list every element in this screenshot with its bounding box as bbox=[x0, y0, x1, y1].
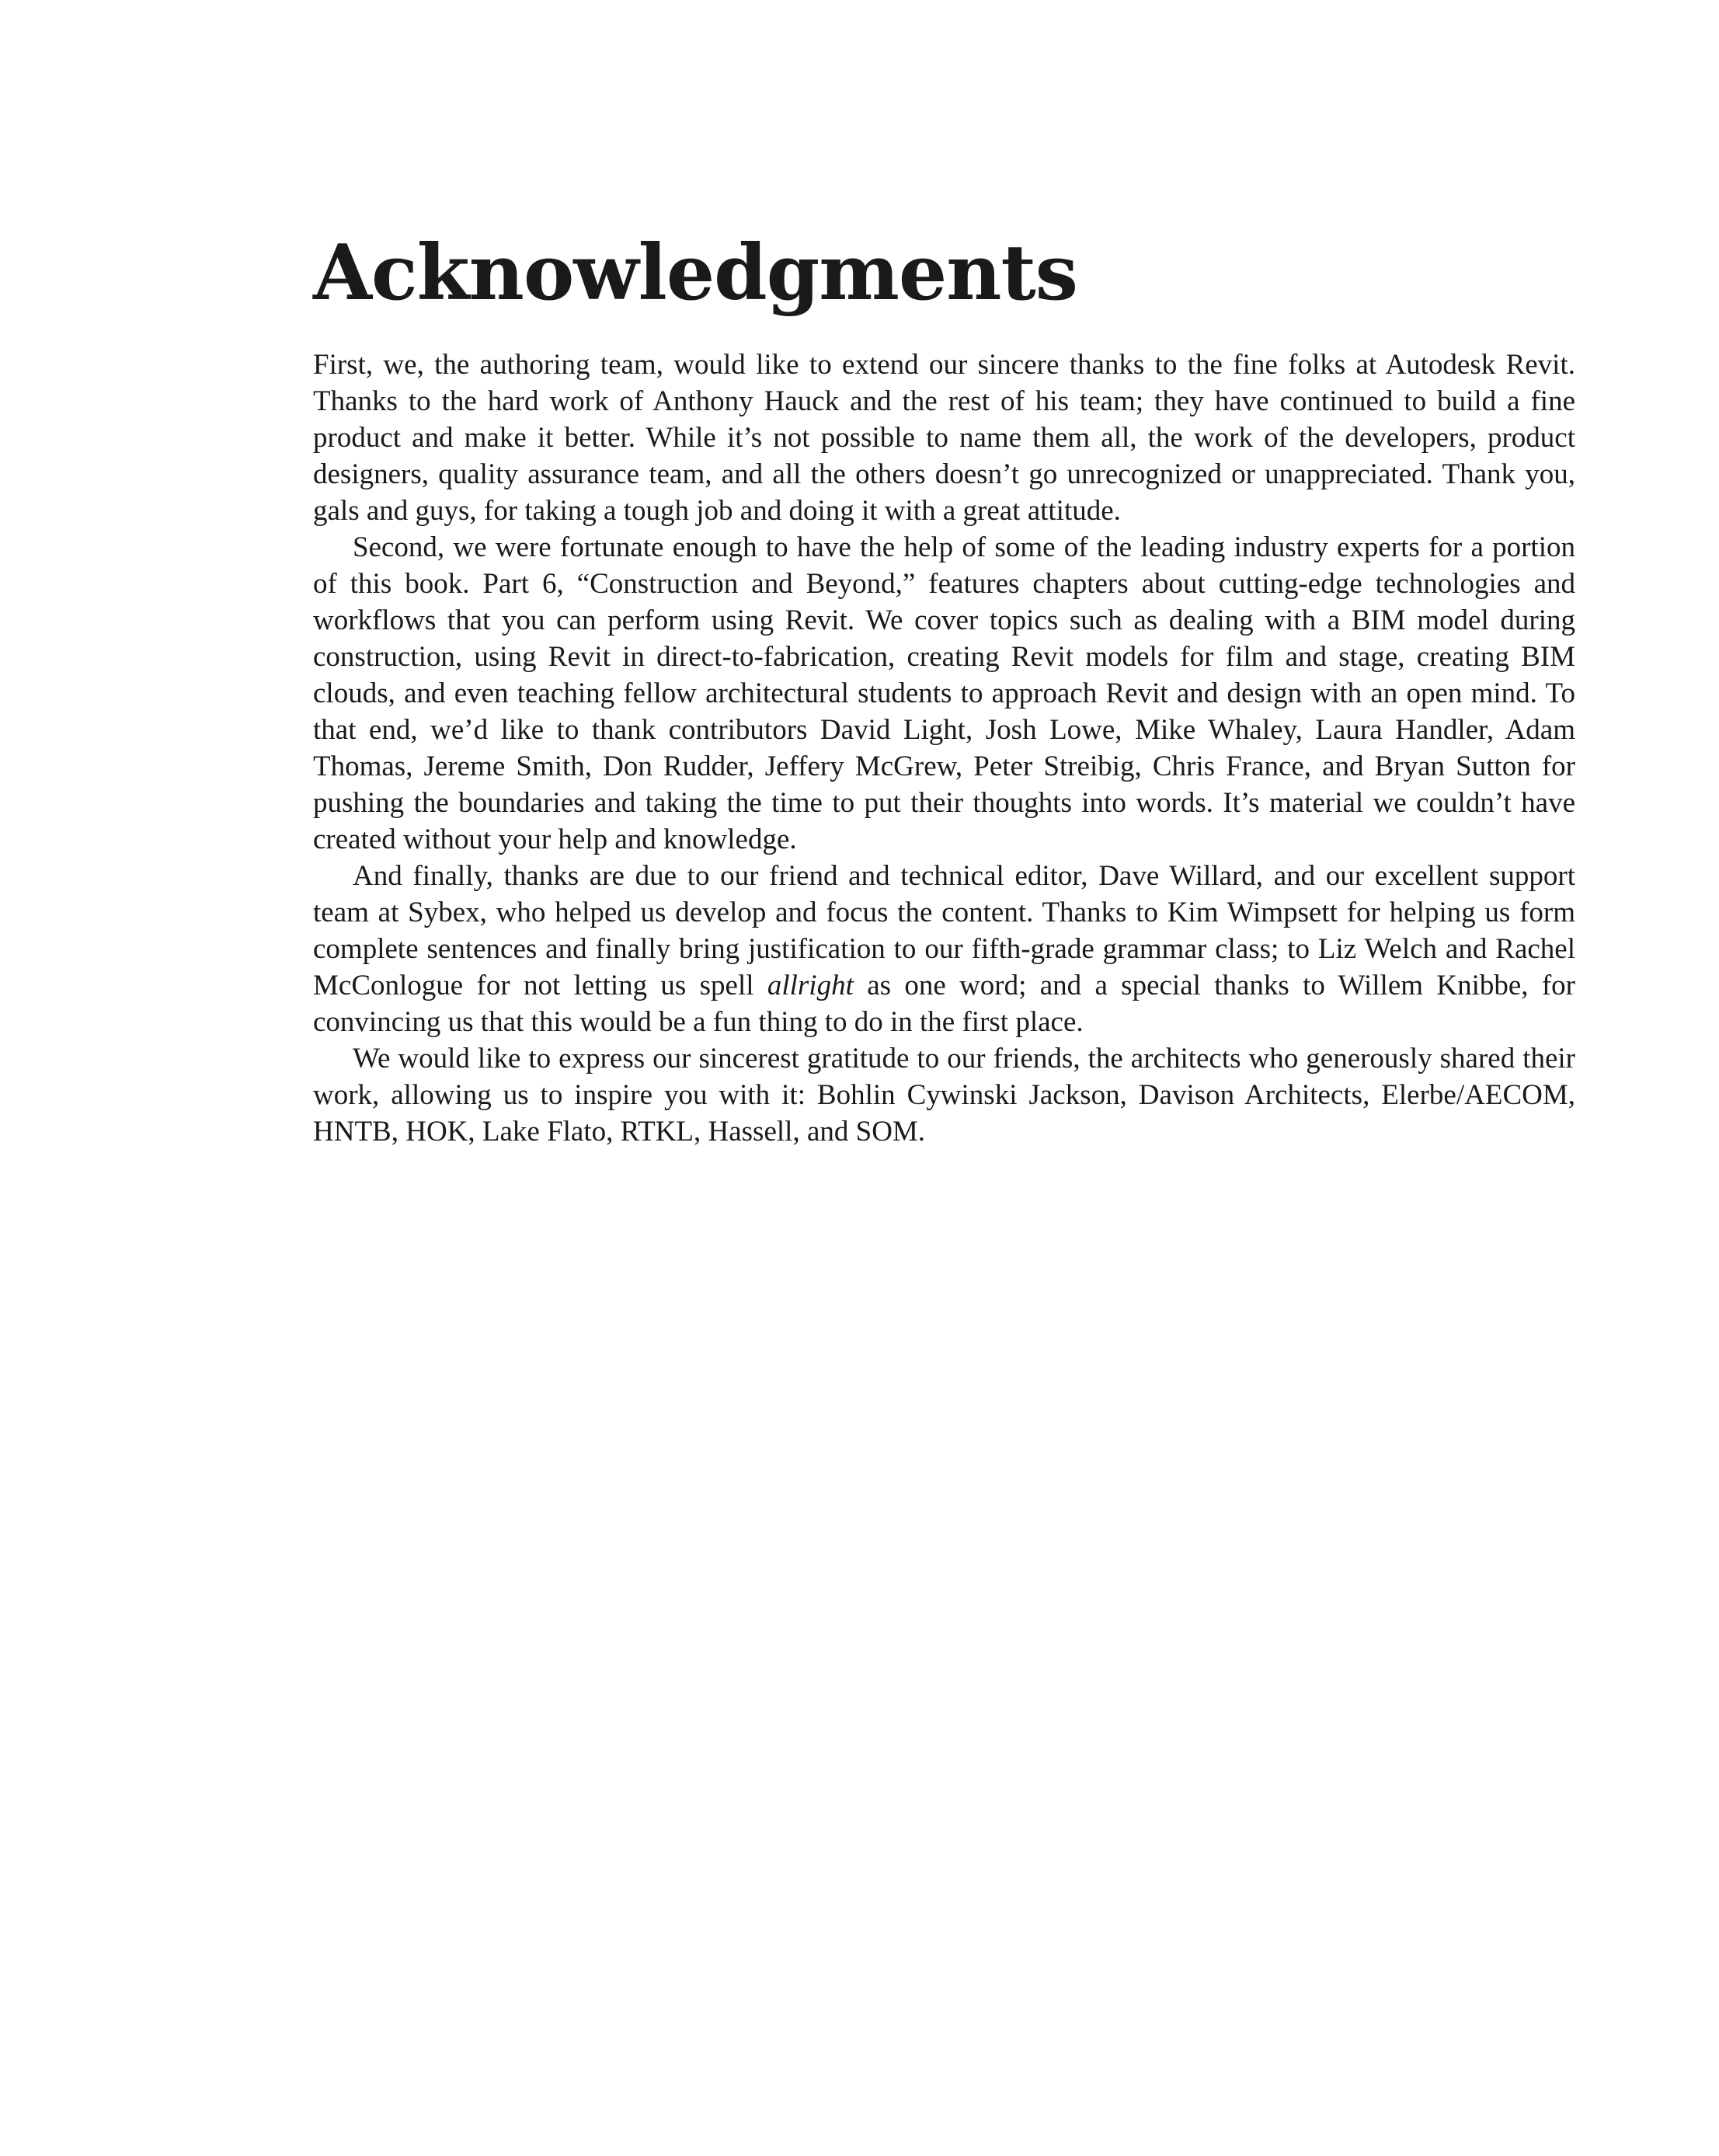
emphasis-allright: allright bbox=[767, 969, 854, 1001]
body-text bbox=[313, 347, 1575, 1150]
paragraph-1: First, we, the authoring team, would like to extend our sincere thanks to the fine folks at Autodesk Revit. Thanks to the hard work of Anthony Hauck and the rest of his team; they have continued to build a fine product and make it better. While it’s not possible to name them all, the work of the developers, product designers, quality assurance team, and all the others doesn’t go unrecognized or unappreciated. Thank you, gals and guys, for taking a tough job and doing it with a great attitude. bbox=[313, 348, 1575, 527]
paragraph-4: We would like to express our sincerest gratitude to our friends, the architects who generously shared their work, allowing us to inspire you with it: Bohlin Cywinski Jackson, Davison Architects, Elerbe/AECOM, HNTB, HOK, Lake Flato, RTKL, Hassell, and SOM. bbox=[313, 1042, 1575, 1148]
paragraph-3-text-after: as one word; and a special thanks to Willem Knibbe, for convincing us that this would be a fun thing to do in the first place. bbox=[313, 969, 1575, 1038]
paragraph-2: Second, we were fortunate enough to have the help of some of the leading industry experts for a portion of this book. Part 6, “Construction and Beyond,” features chapters about cutting-edge technologies and workflows that you can perform using Revit. We cover topics such as dealing with a BIM model during construction, using Revit in direct-to-fabrication, creating Revit models for film and stage, creating BIM clouds, and even teaching fellow architectural students to approach Revit and design with an open mind. To that end, we’d like to thank contributors David Light, Josh Lowe, Mike Whaley, Laura Handler, Adam Thomas, Jereme Smith, Don Rudder, Jeffery McGrew, Peter Streibig, Chris France, and Bryan Sutton for pushing the boundaries and taking the time to put their thoughts into words. It’s material we couldn’t have created without your help and knowledge. bbox=[313, 531, 1575, 855]
page-content bbox=[313, 228, 1575, 1150]
page-title: Acknowledgments bbox=[313, 228, 1077, 318]
paragraph-3-text-before: And finally, thanks are due to our friend and technical editor, Dave Willard, and our excellent support team at Sybex, who helped us develop and focus the content. Thanks to Kim Wimpsett for helping us form complete sentences and finally bring justification to our fifth-grade grammar class; to Liz Welch and Rachel McConlogue for not letting us spell bbox=[313, 859, 1575, 1001]
paragraph-3 bbox=[313, 858, 1575, 1040]
